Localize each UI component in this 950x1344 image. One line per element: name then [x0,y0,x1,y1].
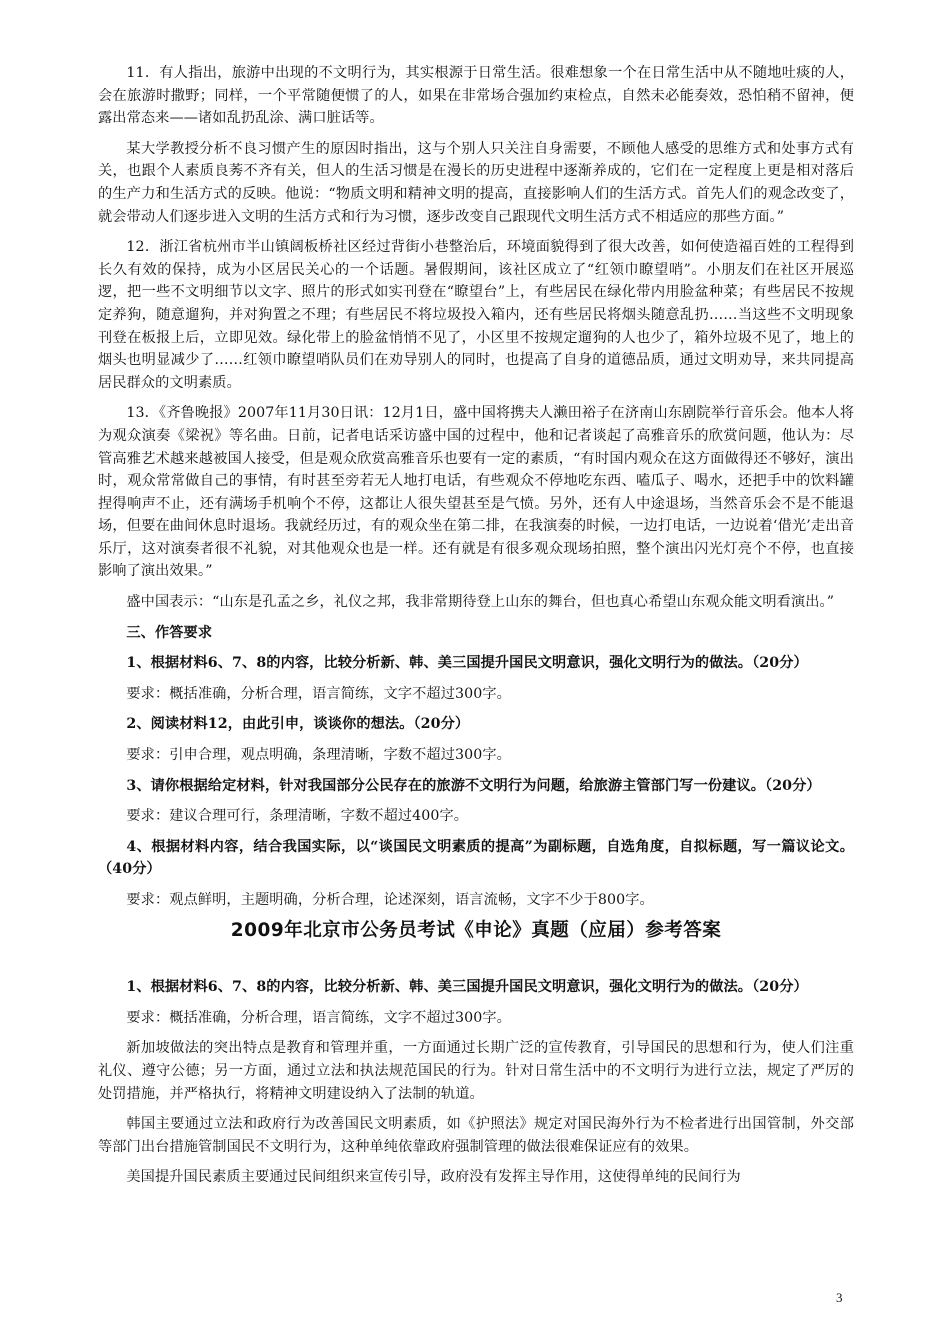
question-2: 2、阅读材料12，由此引申，谈谈你的想法。（20分） [126,716,470,733]
material-11-paragraph: 11．有人指出，旅游中出现的不文明行为，其实根源于日常生活。很难想象一个在日常生活中从不随地吐痰的人，会在旅游时撒野；同样，一个平常随便惯了的人，如果在非常场合强加约束检点，自然未必能奏效，恐怕稍不留神，便露出常态来——诸如乱扔乱涂、满口脏话等。 [98,65,854,127]
question-1: 1、根据材料6、7、8的内容，比较分析新、韩、美三国提升国民文明意识，强化文明行为的做法。（20分） [126,655,808,672]
answer-question-1-requirement: 要求：概括准确，分析合理，语言简练，文字不超过300字。 [126,1009,511,1026]
material-12-paragraph: 12．浙江省杭州市半山镇阔板桥社区经过背街小巷整治后，环境面貌得到了很大改善，如何使造福百姓的工程得到长久有效的保持，成为小区居民关心的一个话题。暑假期间，该社区成立了“红领巾瞭望哨”。小朋友们在社区开展巡逻，把一些不文明细节以文字、照片的形式如实刊登在“瞭望台”上，有些居民在绿化带内用脸盆种菜；有些居民不按规定养狗，随意遛狗，并对狗置之不理；有些居民不将垃圾投入箱内，还有些居民将烟头随意乱扔……当这些不文明现象刊登在板报上后，立即见效。绿化带上的脸盆悄悄不见了，小区里不按规定遛狗的人也少了，箱外垃圾不见了，地上的烟头也明显减少了……红领巾瞭望哨队员们在劝导别人的同时，也提高了自身的道德品质，通过文明劝导，来共同提高居民群众的文明素质。 [98,239,854,391]
material-13-paragraph: 13．《齐鲁晚报》2007年11月30日讯：12月1日，盛中国将携夫人濑田裕子在济南山东剧院举行音乐会。他本人将为观众演奏《梁祝》等名曲。日前，记者电话采访盛中国的过程中，他和记者谈起了高雅音乐的欣赏问题，他认为：尽管高雅艺术越来越被国人接受，但是观众欣赏高雅音乐也要有一定的素质，“有时国内观众在这方面做得还不够好，演出时，观众常常做自己的事情，有时甚至旁若无人地打电话，有些观众不停地吃东西、嗑瓜子、喝水，还把手中的饮料罐捏得响声不止，还有满场手机响个不停，这都让人很失望甚至是气愤。另外，还有人中途退场，当然音乐会不是不能退场，但要在曲间休息时退场。我就经历过，有的观众坐在第二排，在我演奏的时候，一边打电话，一边说着‘借光’走出音乐厅，这对演奏者很不礼貌，对其他观众也是一样。还有就是有很多观众现场拍照，整个演出闪光灯亮个不停，也直接影响了演出效果。” [98,405,854,580]
question-1-requirement: 要求：概括准确，分析合理，语言简练，文字不超过300字。 [126,685,511,702]
question-4-requirement: 要求：观点鲜明，主题明确，分析合理，论述深刻，语言流畅，文字不少于800字。 [126,892,654,908]
question-3-requirement: 要求：建议合理可行，条理清晰，字数不超过400字。 [126,808,469,825]
answer-singapore-paragraph: 新加坡做法的突出特点是教育和管理并重，一方面通过长期广泛的宣传教育，引导国民的思想和行为，使人们注重礼仪、遵守公德；另一方面，通过立法和执法规范国民的行为。针对日常生活中的不文明行为进行立法，规定了严厉的处罚措施，并严格执行，将精神文明建设纳入了法制的轨道。 [98,1040,854,1102]
answer-question-1: 1、根据材料6、7、8的内容，比较分析新、韩、美三国提升国民文明意识，强化文明行为的做法。（20分） [126,979,808,996]
answer-section-title: 2009年北京市公务员考试《申论》真题（应届）参考答案 [230,919,722,941]
requirements-heading: 三、作答要求 [126,624,213,641]
question-2-requirement: 要求：引申合理，观点明确，条理清晰，字数不超过300字。 [126,747,511,764]
page-number: 3 [836,1290,843,1305]
answer-usa-paragraph: 美国提升国民素质主要通过民间组织来宣传引导，政府没有发挥主导作用，这使得单纯的民间行为 [126,1169,741,1186]
question-4: 4、根据材料内容，结合我国实际，以“谈国民文明素质的提高”为副标题，自选角度，自拟标题，写一篇议论文。（40分） [98,838,854,878]
material-11-quote-paragraph: 某大学教授分析不良习惯产生的原因时指出，这与个别人只关注自身需要，不顾他人感受的思维方式和处事方式有关，也跟个人素质良莠不齐有关，但人的生活习惯是在漫长的历史进程中逐渐养成的，它们在一定程度上更是相对落后的生产力和生活方式的反映。他说：“物质文明和精神文明的提高，直接影响人们的生活方式。首先人们的观念改变了，就会带动人们逐步进入文明的生活方式和行为习惯，逐步改变自己跟现代文明生活方式不相适应的那些方面。” [98,140,854,225]
material-13-quote-paragraph: 盛中国表示：“山东是孔孟之乡，礼仪之邦，我非常期待登上山东的舞台，但也真心希望山东观众能文明看演出。” [126,594,835,611]
question-3: 3、请你根据给定材料，针对我国部分公民存在的旅游不文明行为问题，给旅游主管部门写一份建议。（20分） [126,777,821,794]
answer-korea-paragraph: 韩国主要通过立法和政府行为改善国民文明素质，如《护照法》规定对国民海外行为不检者进行出国管制，外交部等部门出台措施管制国民不文明行为，这种单纯依靠政府强制管理的做法很难保证应有的效果。 [98,1116,854,1155]
document-body [98,62,854,1197]
